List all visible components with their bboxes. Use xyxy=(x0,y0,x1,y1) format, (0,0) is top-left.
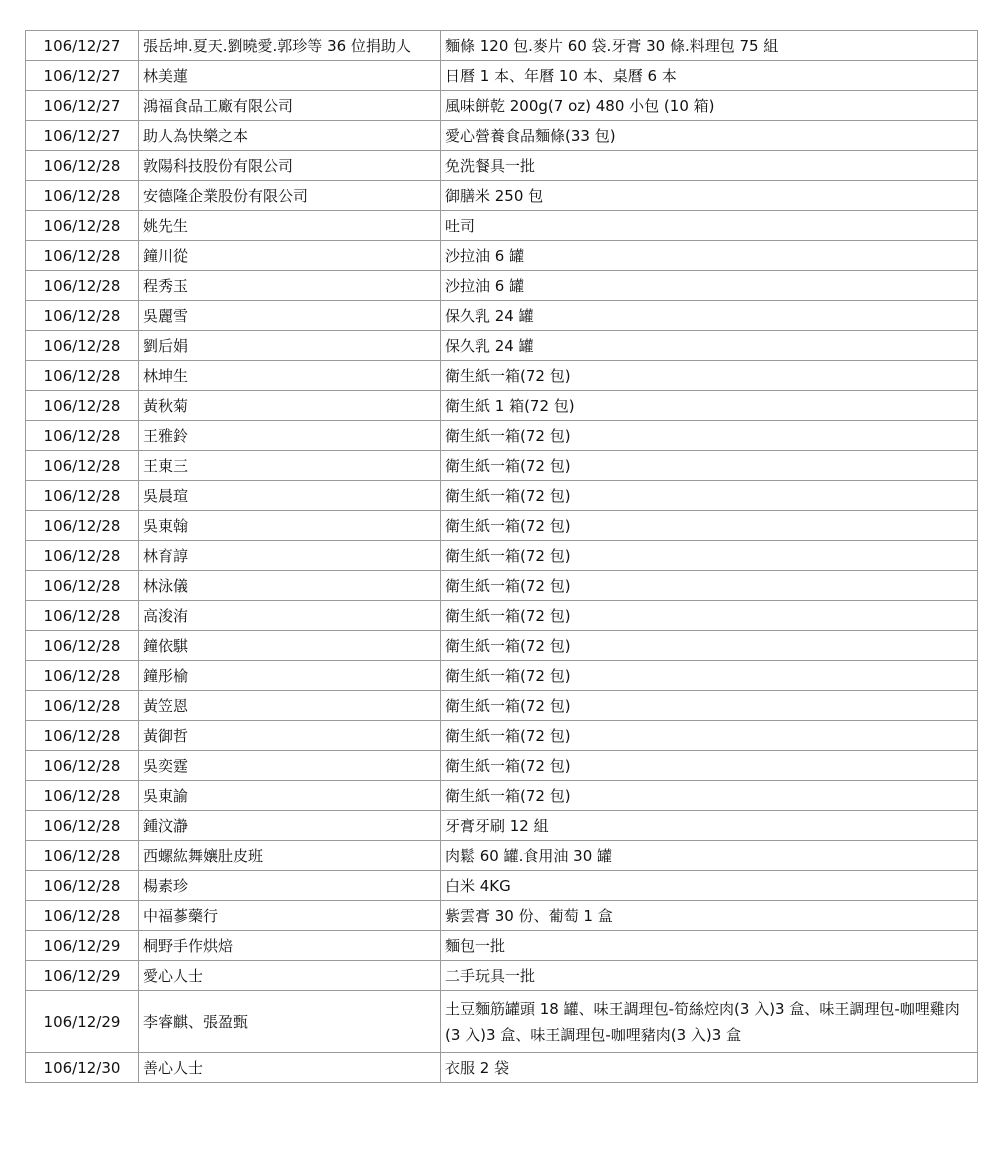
table-row xyxy=(26,121,978,151)
date-cell: 106/12/28 xyxy=(26,571,139,601)
date-cell: 106/12/28 xyxy=(26,421,139,451)
donor-cell: 高浚洧 xyxy=(139,601,441,631)
date-cell: 106/12/28 xyxy=(26,181,139,211)
table-row xyxy=(26,91,978,121)
donor-cell: 黃笠恩 xyxy=(139,691,441,721)
items-cell: 衛生紙一箱(72 包) xyxy=(441,691,978,721)
items-cell: 沙拉油 6 罐 xyxy=(441,271,978,301)
donor-cell: 黃秋菊 xyxy=(139,391,441,421)
items-cell: 衛生紙一箱(72 包) xyxy=(441,421,978,451)
date-cell: 106/12/28 xyxy=(26,721,139,751)
donor-cell: 黃御哲 xyxy=(139,721,441,751)
donor-cell: 鐘依騏 xyxy=(139,631,441,661)
date-cell: 106/12/29 xyxy=(26,961,139,991)
donor-cell: 桐野手作烘焙 xyxy=(139,931,441,961)
donor-cell: 吳麗雪 xyxy=(139,301,441,331)
donor-cell: 愛心人士 xyxy=(139,961,441,991)
items-cell: 保久乳 24 罐 xyxy=(441,301,978,331)
date-cell: 106/12/28 xyxy=(26,481,139,511)
table-row xyxy=(26,541,978,571)
items-cell: 衛生紙一箱(72 包) xyxy=(441,511,978,541)
items-cell: 衛生紙一箱(72 包) xyxy=(441,781,978,811)
table-row xyxy=(26,481,978,511)
date-cell: 106/12/28 xyxy=(26,841,139,871)
donor-cell: 吳東翰 xyxy=(139,511,441,541)
table-row xyxy=(26,751,978,781)
items-cell: 衛生紙一箱(72 包) xyxy=(441,451,978,481)
items-cell: 麵條 120 包.麥片 60 袋.牙膏 30 條.料理包 75 組 xyxy=(441,31,978,61)
items-cell: 二手玩具一批 xyxy=(441,961,978,991)
items-cell: 衣服 2 袋 xyxy=(441,1053,978,1083)
table-row xyxy=(26,991,978,1053)
date-cell: 106/12/30 xyxy=(26,1053,139,1083)
table-row xyxy=(26,511,978,541)
date-cell: 106/12/27 xyxy=(26,61,139,91)
table-row xyxy=(26,901,978,931)
date-cell: 106/12/28 xyxy=(26,241,139,271)
table-row xyxy=(26,631,978,661)
date-cell: 106/12/28 xyxy=(26,211,139,241)
donor-cell: 西螺紘舞孃肚皮班 xyxy=(139,841,441,871)
table-row xyxy=(26,181,978,211)
date-cell: 106/12/28 xyxy=(26,811,139,841)
donor-cell: 助人為快樂之本 xyxy=(139,121,441,151)
date-cell: 106/12/28 xyxy=(26,271,139,301)
table-row xyxy=(26,601,978,631)
donation-table xyxy=(25,30,978,1083)
date-cell: 106/12/28 xyxy=(26,601,139,631)
items-cell: 衛生紙一箱(72 包) xyxy=(441,541,978,571)
table-row xyxy=(26,211,978,241)
donor-cell: 吳晨瑄 xyxy=(139,481,441,511)
date-cell: 106/12/28 xyxy=(26,901,139,931)
items-cell: 肉鬆 60 罐.食用油 30 罐 xyxy=(441,841,978,871)
items-cell: 衛生紙一箱(72 包) xyxy=(441,721,978,751)
date-cell: 106/12/28 xyxy=(26,691,139,721)
table-row xyxy=(26,31,978,61)
items-cell: 衛生紙一箱(72 包) xyxy=(441,751,978,781)
donor-cell: 鐘彤榆 xyxy=(139,661,441,691)
table-row xyxy=(26,241,978,271)
date-cell: 106/12/28 xyxy=(26,541,139,571)
table-row xyxy=(26,691,978,721)
items-cell: 吐司 xyxy=(441,211,978,241)
date-cell: 106/12/28 xyxy=(26,301,139,331)
items-cell: 衛生紙 1 箱(72 包) xyxy=(441,391,978,421)
items-cell: 保久乳 24 罐 xyxy=(441,331,978,361)
date-cell: 106/12/28 xyxy=(26,661,139,691)
date-cell: 106/12/28 xyxy=(26,631,139,661)
date-cell: 106/12/28 xyxy=(26,781,139,811)
date-cell: 106/12/29 xyxy=(26,931,139,961)
table-row xyxy=(26,841,978,871)
donor-cell: 楊素珍 xyxy=(139,871,441,901)
donor-cell: 劉后娟 xyxy=(139,331,441,361)
donor-cell: 林泳儀 xyxy=(139,571,441,601)
donor-cell: 中福蔘藥行 xyxy=(139,901,441,931)
items-cell: 衛生紙一箱(72 包) xyxy=(441,481,978,511)
table-row xyxy=(26,1053,978,1083)
items-cell: 紫雲膏 30 份、葡萄 1 盒 xyxy=(441,901,978,931)
date-cell: 106/12/27 xyxy=(26,91,139,121)
table-row xyxy=(26,331,978,361)
items-cell: 衛生紙一箱(72 包) xyxy=(441,631,978,661)
date-cell: 106/12/28 xyxy=(26,151,139,181)
table-row xyxy=(26,961,978,991)
date-cell: 106/12/28 xyxy=(26,331,139,361)
items-cell: 衛生紙一箱(72 包) xyxy=(441,361,978,391)
items-cell: 牙膏牙刷 12 組 xyxy=(441,811,978,841)
items-cell: 免洗餐具一批 xyxy=(441,151,978,181)
donor-cell: 姚先生 xyxy=(139,211,441,241)
items-cell: 衛生紙一箱(72 包) xyxy=(441,661,978,691)
donor-cell: 善心人士 xyxy=(139,1053,441,1083)
table-row xyxy=(26,931,978,961)
items-cell: 風味餅乾 200g(7 oz) 480 小包 (10 箱) xyxy=(441,91,978,121)
items-cell: 白米 4KG xyxy=(441,871,978,901)
table-row xyxy=(26,811,978,841)
table-row xyxy=(26,391,978,421)
donor-cell: 林育諄 xyxy=(139,541,441,571)
items-cell: 愛心營養食品麵條(33 包) xyxy=(441,121,978,151)
donor-cell: 程秀玉 xyxy=(139,271,441,301)
date-cell: 106/12/28 xyxy=(26,391,139,421)
items-cell: 衛生紙一箱(72 包) xyxy=(441,601,978,631)
donor-cell: 吳奕霆 xyxy=(139,751,441,781)
table-row xyxy=(26,451,978,481)
donor-cell: 吳東諭 xyxy=(139,781,441,811)
date-cell: 106/12/27 xyxy=(26,31,139,61)
table-row xyxy=(26,571,978,601)
date-cell: 106/12/29 xyxy=(26,991,139,1053)
donor-cell: 安德隆企業股份有限公司 xyxy=(139,181,441,211)
table-row xyxy=(26,421,978,451)
donor-cell: 敦陽科技股份有限公司 xyxy=(139,151,441,181)
donor-cell: 李睿麒、張盈甄 xyxy=(139,991,441,1053)
date-cell: 106/12/28 xyxy=(26,871,139,901)
items-cell: 衛生紙一箱(72 包) xyxy=(441,571,978,601)
date-cell: 106/12/28 xyxy=(26,511,139,541)
table-row xyxy=(26,361,978,391)
donor-cell: 王雅鈴 xyxy=(139,421,441,451)
date-cell: 106/12/28 xyxy=(26,451,139,481)
table-row xyxy=(26,871,978,901)
table-row xyxy=(26,271,978,301)
items-cell: 御膳米 250 包 xyxy=(441,181,978,211)
table-row xyxy=(26,721,978,751)
donor-cell: 鍾汶瀞 xyxy=(139,811,441,841)
date-cell: 106/12/27 xyxy=(26,121,139,151)
table-row xyxy=(26,61,978,91)
items-cell: 土豆麵筋罐頭 18 罐、味王調理包-筍絲焢肉(3 入)3 盒、味王調理包-咖哩雞肉(3 入)3 盒、味王調理包-咖哩豬肉(3 入)3 盒 xyxy=(441,991,978,1053)
donor-cell: 林美蓮 xyxy=(139,61,441,91)
table-row xyxy=(26,661,978,691)
date-cell: 106/12/28 xyxy=(26,361,139,391)
items-cell: 日曆 1 本、年曆 10 本、桌曆 6 本 xyxy=(441,61,978,91)
date-cell: 106/12/28 xyxy=(26,751,139,781)
donation-table-body xyxy=(26,31,978,1083)
items-cell: 沙拉油 6 罐 xyxy=(441,241,978,271)
table-row xyxy=(26,301,978,331)
donor-cell: 鐘川從 xyxy=(139,241,441,271)
donor-cell: 王東三 xyxy=(139,451,441,481)
donor-cell: 張岳坤.夏天.劉曉愛.郭珍等 36 位捐助人 xyxy=(139,31,441,61)
donor-cell: 林坤生 xyxy=(139,361,441,391)
donor-cell: 鴻福食品工廠有限公司 xyxy=(139,91,441,121)
table-row xyxy=(26,781,978,811)
table-row xyxy=(26,151,978,181)
items-cell: 麵包一批 xyxy=(441,931,978,961)
